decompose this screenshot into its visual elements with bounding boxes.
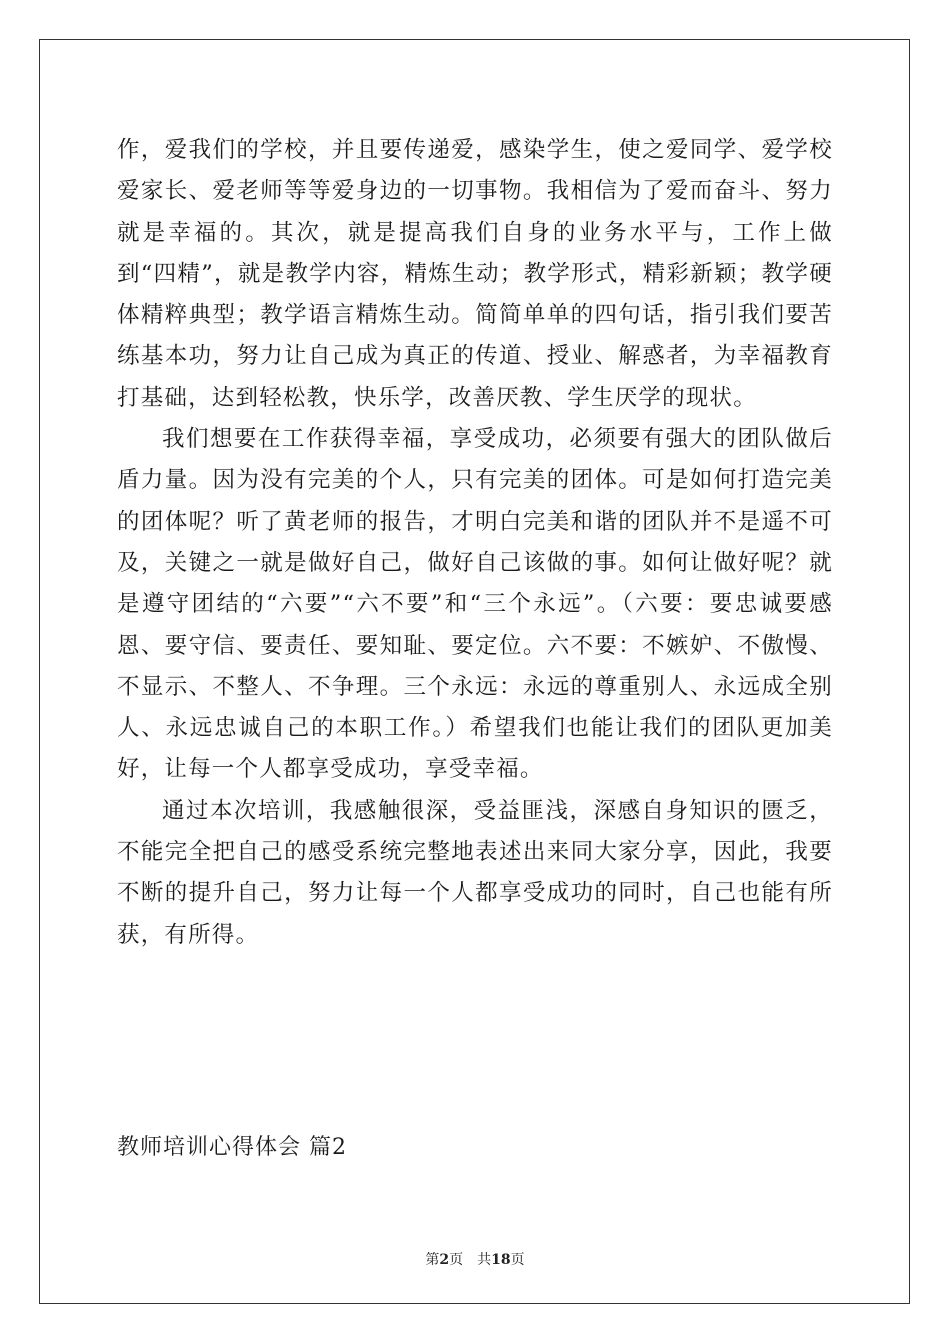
page-footer	[0, 1249, 950, 1269]
paragraph-2: 我们想要在工作获得幸福，享受成功，必须要有强大的团队做后盾力量。因为没有完美的个人，只有完美的团体。可是如何打造完美的团体呢？听了黄老师的报告，才明白完美和谐的团队并不是遥不可及，关键之一就是做好自己，做好自己该做的事。如何让做好呢？就是遵守团结的“六要”“六不要”和“三个永远”。（六要：要忠诚要感恩、要守信、要责任、要知耻、要定位。六不要：不嫉妒、不傲慢、不显示、不整人、不争理。三个永远：永远的尊重别人、永远成全别人、永远忠诚自己的本职工作。）希望我们也能让我们的团队更加美好，让每一个人都享受成功，享受幸福。	[117, 426, 833, 783]
paragraph-3: 通过本次培训，我感触很深，受益匪浅，深感自身知识的匮乏，不能完全把自己的感受系统完整地表述出来同大家分享，因此，我要不断的提升自己，努力让每一个人都享受成功的同时，自己也能有所获，有所得。	[117, 797, 833, 948]
section-heading: 教师培训心得体会 篇2	[117, 1135, 347, 1160]
total-suffix: 页	[510, 1252, 525, 1268]
page-suffix: 页	[449, 1252, 464, 1268]
total-pages: 18	[491, 1252, 511, 1268]
page-prefix: 第	[425, 1252, 440, 1268]
document-body	[117, 130, 833, 956]
paragraph-1: 作，爱我们的学校，并且要传递爱，感染学生，使之爱同学、爱学校爱家长、爱老师等等爱身边的一切事物。我相信为了爱而奋斗、努力就是幸福的。其次，就是提高我们自身的业务水平与，工作上做到“四精”，就是教学内容，精炼生动；教学形式，精彩新颖；教学硬体精粹典型；教学语言精炼生动。简简单单的四句话，指引我们要苦练基本功，努力让自己成为真正的传道、授业、解惑者，为幸福教育打基础，达到轻松教，快乐学，改善厌教、学生厌学的现状。	[117, 137, 833, 411]
page-number: 2	[439, 1252, 450, 1268]
total-prefix: 共	[477, 1252, 492, 1268]
